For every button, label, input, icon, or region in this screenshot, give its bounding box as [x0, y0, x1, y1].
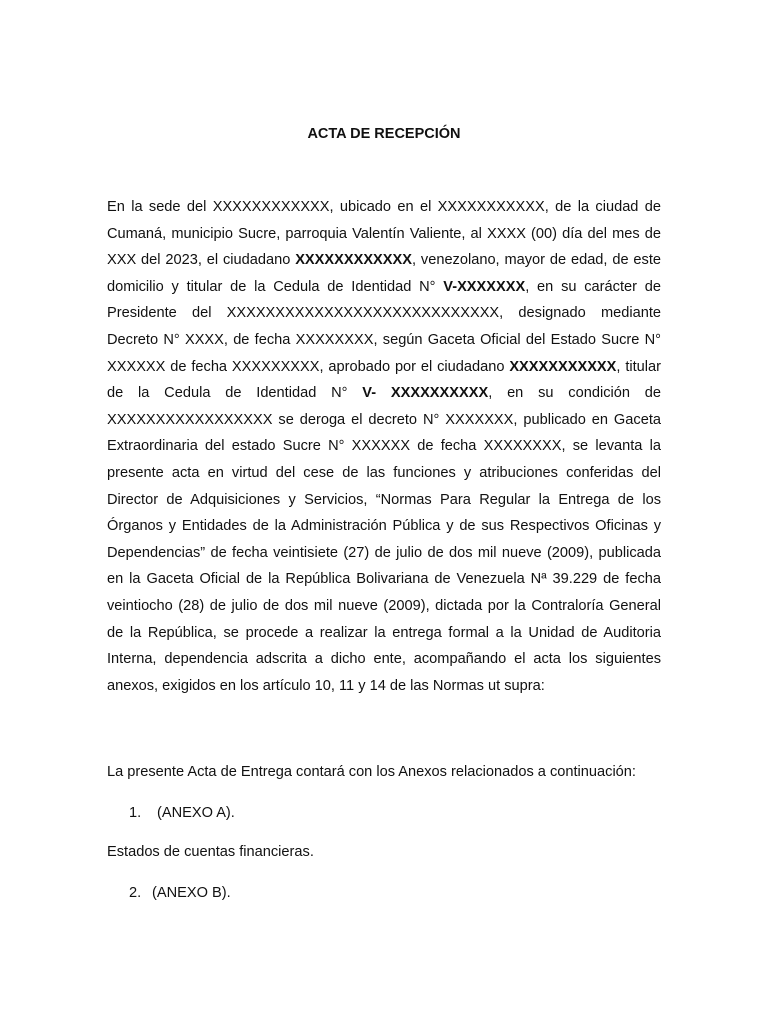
annex-a-description: Estados de cuentas financieras. — [107, 844, 314, 860]
citizen-name-bold: XXXXXXXXXXXX — [295, 252, 412, 269]
approver-id-bold: V- XXXXXXXXXX — [362, 385, 489, 402]
list-label: (ANEXO B). — [152, 885, 231, 901]
list-number: 1. — [129, 805, 142, 821]
list-label: (ANEXO A). — [157, 805, 235, 821]
annexes-intro: La presente Acta de Entrega contará con los Anexos relacionados a continuación: — [107, 764, 636, 780]
list-item-annex-b — [129, 880, 231, 907]
paragraph-text-5: , en su condición de XXXXXXXXXXXXXXXXX se deroga el decreto N° XXXXXXX, publicado en Gaceta Extraordinaria del estado Sucre N° XXXXXX de fecha XXXXXXXX, se levanta la presente acta en virtud del cese de las funciones y atribuciones conferidas del Director de Adquisiciones y Servicios, “Normas Para Regular la Entrega de los Órganos y Entidades de la Administración Pública y de sus Respectivos Oficinas y Dependencias” de fecha veintisiete (27) de julio de dos mil nueve (2009), publicada en la Gaceta Oficial de la República Bolivariana de Venezuela Nª 39.229 de fecha veintiocho (28) de julio de dos mil nueve (2009), dictada por la Contraloría General de la República, se procede a realizar la entrega formal a la Unidad de Auditoria Interna, dependencia adscrita a dicho ente, acompañando el acta los siguientes anexos, exigidos en los artículo 10, 11 y 14 de las Normas ut supra: — [107, 385, 662, 694]
body-paragraph — [107, 194, 661, 699]
document-title: ACTA DE RECEPCIÓN — [307, 126, 461, 142]
paragraph-text-3: , en su carácter de Presidente del XXXXXXXXXXXXXXXXXXXXXXXXXXXX, designado mediante Decreto N° XXXX, de fecha XXXXXXXX, según Gaceta Oficial del Estado Sucre N° XXXXXX de fecha XXXXXXXXX, aprobado por el ciudadano — [107, 278, 661, 375]
id-number-bold: V-XXXXXXX — [443, 278, 526, 295]
paragraph-text-4: , titular de la Cedula de Identidad N° — [107, 358, 662, 402]
list-item-annex-a — [129, 800, 235, 827]
paragraph-text-2: , venezolano, mayor de edad, de este domicilio y titular de la Cedula de Identidad N° — [107, 252, 662, 295]
list-number: 2. — [129, 885, 142, 901]
approver-name-bold: XXXXXXXXXXX — [509, 358, 617, 375]
paragraph-text-1: En la sede del XXXXXXXXXXXX, ubicado en el XXXXXXXXXXX, de la ciudad de Cumaná, municipio Sucre, parroquia Valentín Valiente, al XXXX (00) día del mes de XXX del 2023, el ciudadano — [107, 199, 661, 269]
